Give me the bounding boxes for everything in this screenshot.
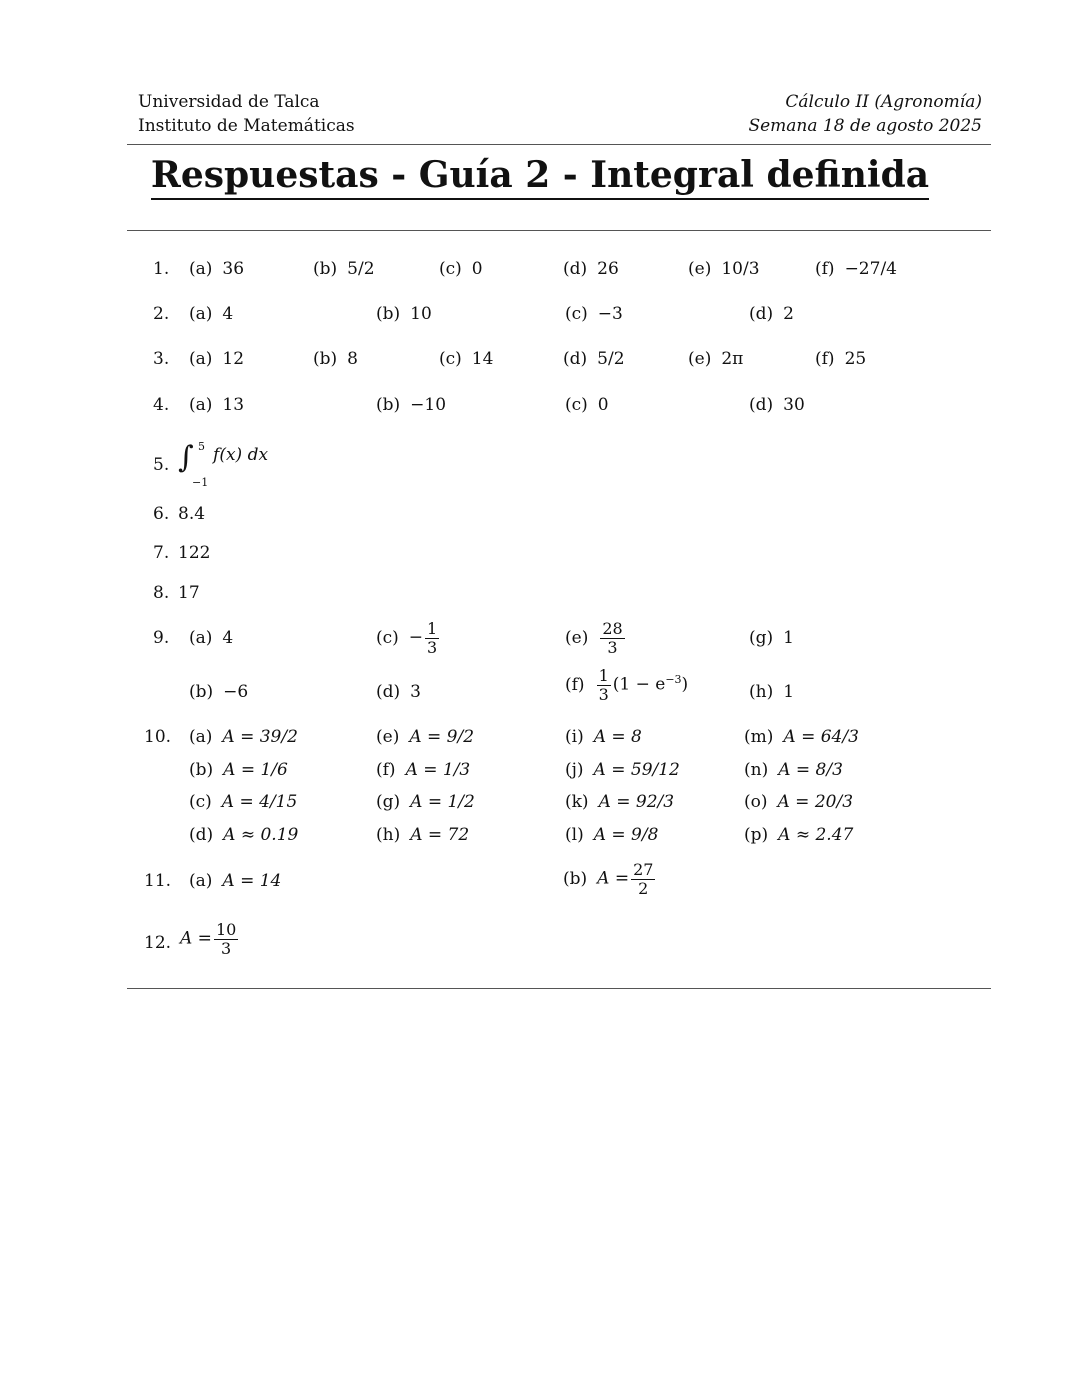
q9-b: (b) −6 [189,682,249,702]
q9-h: (h) 1 [749,682,795,702]
q10-item: (k) A = 92/3 [565,792,675,812]
q2-item: (c) −3 [565,304,623,324]
q8-answer: 17 [178,583,200,603]
q10-item: (g) A = 1/2 [376,792,475,812]
q12-number: 12. [144,933,172,953]
q10-item: (o) A = 20/3 [744,792,854,812]
q10-item: (e) A = 9/2 [376,727,475,747]
q9-f: (f) $\frac{1}{3}$ $(1 - e^{-3})$ [565,666,689,704]
q9-e: (e) $\frac{28}{3}$ [565,619,623,657]
q5-number: 5. [153,455,170,475]
q11-a: (a) A = 14 [189,871,282,891]
q1-item: (c) 0 [439,259,483,279]
q1-item: (d) 26 [563,259,619,279]
fraction: $\frac{1}{3}$ [427,619,438,657]
q4-item: (b) −10 [376,395,447,415]
q9-d: (d) 3 [376,682,421,702]
q10-number: 10. [144,727,172,747]
q11-b: (b) A = $\frac{27}{2}$ [563,860,654,898]
q10-item: (n) A = 8/3 [744,760,843,780]
top-rule [127,230,991,231]
page-title: Respuestas - Guía 2 - Integral definida [0,154,1080,196]
q3-item: (c) 14 [439,349,494,369]
header-university: Universidad de Talca [138,92,320,112]
q1-item: (a) 36 [189,259,245,279]
integral-lower: −1 [192,476,209,489]
q3-number: 3. [153,349,170,369]
q8-number: 8. [153,583,170,603]
q10-item: (l) A = 9/8 [565,825,659,845]
q12-answer: A = $\frac{10}{3}$ [180,920,237,958]
header-institute: Instituto de Matemáticas [138,116,355,136]
q3-item: (e) 2π [688,349,744,369]
integrand: f(x) dx [213,445,269,465]
q2-item: (a) 4 [189,304,234,324]
header-week: Semana 18 de agosto 2025 [748,116,982,136]
q4-item: (d) 30 [749,395,805,415]
fraction: $\frac{28}{3}$ [602,619,623,657]
q10-item: (b) A = 1/6 [189,760,288,780]
q9-c: (c) − $\frac{1}{3}$ [376,619,438,657]
q7-number: 7. [153,543,170,563]
q4-item: (a) 13 [189,395,245,415]
q10-item: (p) A ≈ 2.47 [744,825,854,845]
q10-item: (h) A = 72 [376,825,470,845]
q10-item: (f) A = 1/3 [376,760,471,780]
q10-item: (d) A ≈ 0.19 [189,825,299,845]
q2-number: 2. [153,304,170,324]
fraction: $\frac{10}{3}$ [215,920,237,958]
integral-upper: 5 [198,440,205,453]
q10-item: (a) A = 39/2 [189,727,298,747]
q1-item: (e) 10/3 [688,259,760,279]
fraction: $\frac{27}{2}$ [633,860,654,898]
header-course: Cálculo II (Agronomía) [785,92,982,112]
q5-answer [178,440,269,489]
q7-answer: 122 [178,543,211,563]
q1-item: (f) −27/4 [815,259,897,279]
q9-g: (g) 1 [749,628,794,648]
q1-item: (b) 5/2 [313,259,375,279]
q11-number: 11. [144,871,172,891]
q3-item: (b) 8 [313,349,358,369]
q3-item: (a) 12 [189,349,245,369]
q1-number: 1. [153,259,170,279]
header-rule [127,144,991,145]
q10-item: (i) A = 8 [565,727,642,747]
integral-sign: ∫ [178,440,194,475]
bottom-rule [127,988,991,989]
q4-number: 4. [153,395,170,415]
q2-item: (d) 2 [749,304,794,324]
q10-item: (j) A = 59/12 [565,760,680,780]
q10-item: (c) A = 4/15 [189,792,298,812]
q2-item: (b) 10 [376,304,432,324]
q6-answer: 8.4 [178,504,206,524]
q6-number: 6. [153,504,170,524]
q10-item: (m) A = 64/3 [744,727,859,747]
fraction: $\frac{1}{3}$ [598,666,609,704]
q3-item: (d) 5/2 [563,349,625,369]
q9-a: (a) 4 [189,628,234,648]
q9-number: 9. [153,628,170,648]
q3-item: (f) 25 [815,349,867,369]
q4-item: (c) 0 [565,395,609,415]
